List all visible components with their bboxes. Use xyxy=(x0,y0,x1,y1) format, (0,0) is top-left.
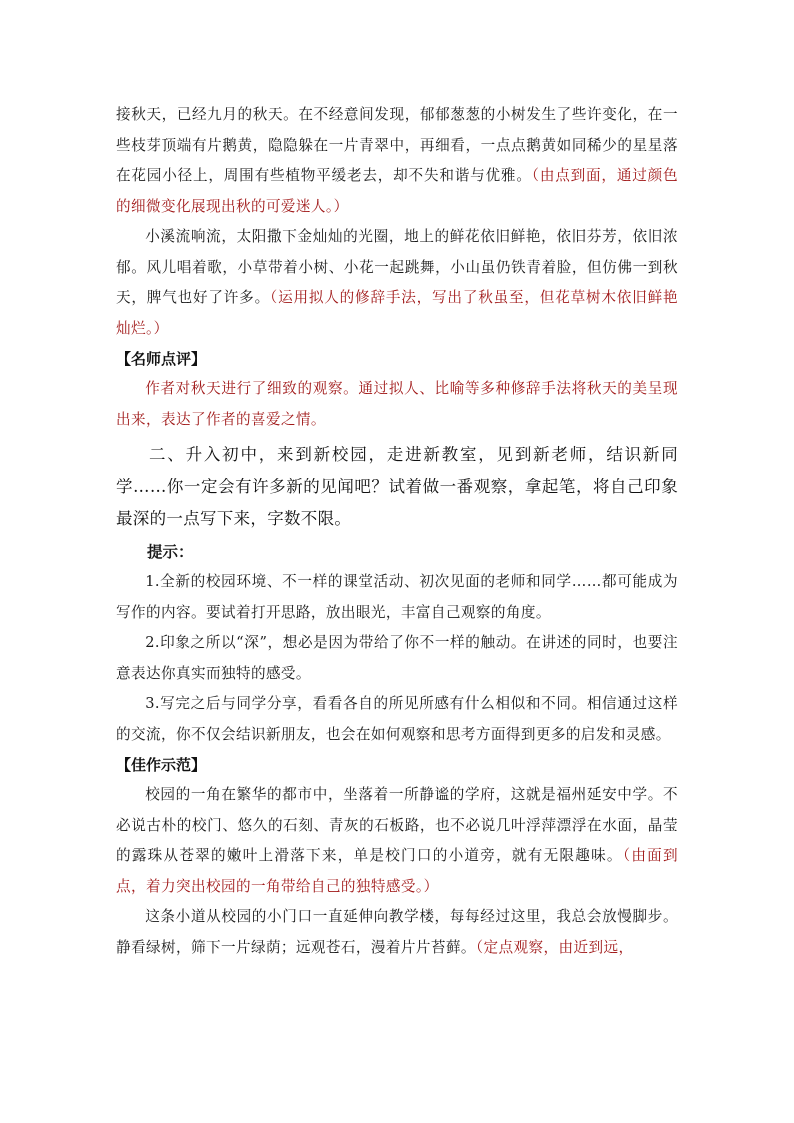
essay-paragraph-2-text: 小溪流响流，太阳撒下金灿灿的光圈，地上的鲜花依旧鲜艳，依旧芬芳，依旧浓郁。风儿唱着歌，小草带着小树、小花一起跳舞，小山虽仍铁青着脸，但仿佛一到秋天，脾气也好了许多。 xyxy=(116,228,678,306)
tip-item: 1.全新的校园环境、不一样的课堂活动、初次见面的老师和同学……都可能成为写作的内容。要试着打开思路，放出眼光，丰富自己观察的角度。 xyxy=(116,573,678,621)
essay-paragraph-2 xyxy=(116,222,678,344)
hint-label: 提示： xyxy=(147,543,194,561)
example-heading: 【佳作示范】 xyxy=(116,756,207,774)
example-paragraph-1-comment: （由面到点，着力突出校园的一角带给自己的独特感受。） xyxy=(116,847,678,895)
essay-paragraph-1-comment: （由点到面，通过颜色的细微变化展现出秋的可爱迷人。） xyxy=(116,167,679,215)
tip-item: 2.印象之所以“深”，想必是因为带给了你不一样的触动。在讲述的同时，也要注意表达你真实而独特的感受。 xyxy=(116,634,678,682)
task-prompt: 二、升入初中，来到新校园，走进新教室，见到新老师，结识新同学……你一定会有许多新的见闻吧？试着做一番观察，拿起笔，将自己印象最深的一点写下来，字数不限。 xyxy=(116,445,678,528)
essay-paragraph-2-comment: （运用拟人的修辞手法，写出了秋虽至，但花草树木依旧鲜艳灿烂。） xyxy=(116,289,678,337)
example-paragraph-2-text: 这条小道从校园的小门口一直延伸向教学楼，每每经过这里，我总会放慢脚步。静看绿树，筛下一片绿荫；远观苍石，漫着片片苔藓。 xyxy=(116,908,678,956)
essay-paragraph-1 xyxy=(116,100,678,222)
example-paragraph-2 xyxy=(116,902,678,963)
review-text: 作者对秋天进行了细致的观察。通过拟人、比喻等多种修辞手法将秋天的美呈现出来，表达了作者的喜爱之情。 xyxy=(116,380,678,428)
review-heading: 【名师点评】 xyxy=(116,350,207,368)
example-paragraph-2-comment: （定点观察，由近到远， xyxy=(475,938,634,956)
essay-paragraph-1-text: 接秋天，已经九月的秋天。在不经意间发现，郁郁葱葱的小树发生了些许变化，在一些枝芽顶端有片鹅黄，隐隐躲在一片青翠中，再细看，一点点鹅黄如同稀少的星星落在花园小径上，周围有些植物平缓老去，却不失和谐与优雅。 xyxy=(116,106,678,184)
document-body xyxy=(116,100,678,963)
example-paragraph-1 xyxy=(116,780,678,902)
example-paragraph-1-text: 校园的一角在繁华的都市中，坐落着一所静谧的学府，这就是福州延安中学。不必说古朴的校门、悠久的石刻、青灰的石板路，也不必说几叶浮萍漂浮在水面，晶莹的露珠从苍翠的嫩叶上滑落下来，单是校门口的小道旁，就有无限趣味。 xyxy=(116,786,678,864)
tip-item: 3.写完之后与同学分享，看看各自的所见所感有什么相似和不同。相信通过这样的交流，你不仅会结识新朋友，也会在如何观察和思考方面得到更多的启发和灵感。 xyxy=(116,695,678,743)
